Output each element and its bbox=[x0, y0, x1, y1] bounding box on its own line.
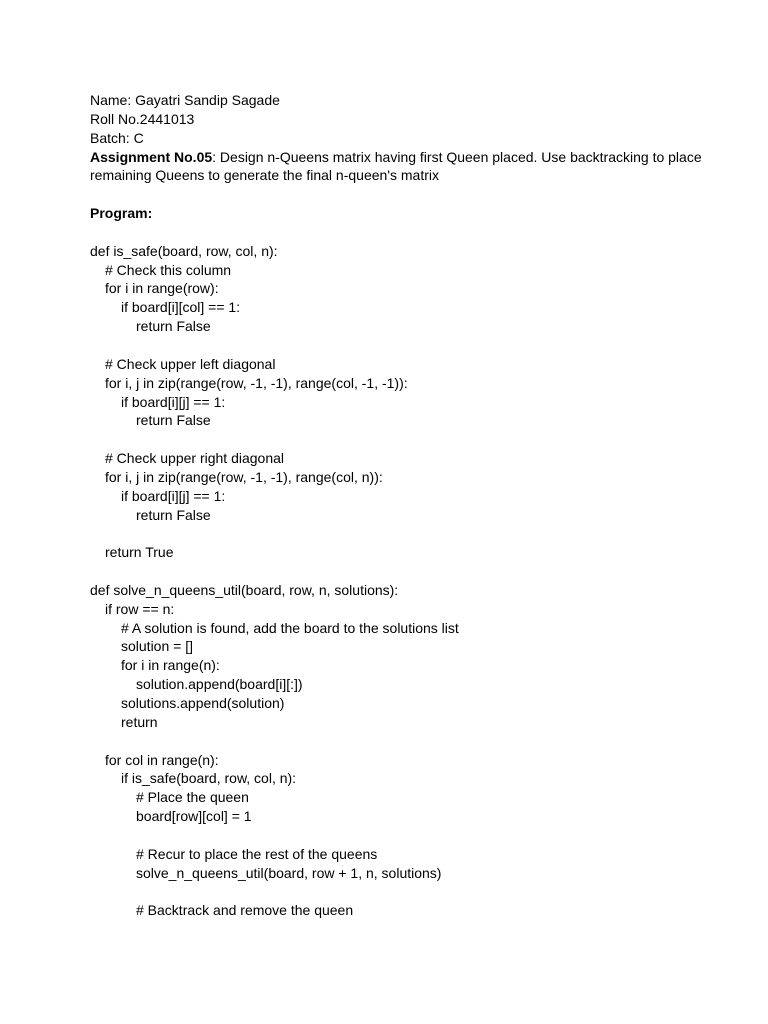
code-line: if row == n: bbox=[105, 600, 175, 617]
blank-line bbox=[90, 185, 750, 204]
code-line bbox=[90, 223, 750, 242]
document-page bbox=[90, 91, 750, 920]
code-line: return False bbox=[136, 318, 211, 335]
code-line bbox=[90, 430, 750, 449]
code-line bbox=[90, 732, 750, 751]
code-line: def is_safe(board, row, col, n): bbox=[90, 242, 278, 259]
code-line: if board[i][j] == 1: bbox=[121, 393, 226, 410]
code-line bbox=[90, 562, 750, 581]
code-line: for i, j in zip(range(row, -1, -1), range(col, n)): bbox=[105, 468, 383, 485]
assignment-label: Assignment No.05 bbox=[90, 148, 213, 165]
code-line: # A solution is found, add the board to the solutions list bbox=[121, 619, 459, 636]
code-line bbox=[90, 882, 750, 901]
code-line: # Check upper right diagonal bbox=[105, 450, 285, 467]
assignment-text: : Design n-Queens matrix having first Queen placed. Use backtracking to place remaining Queens to generate the final n-queen's matrix bbox=[90, 148, 702, 184]
code-line: return bbox=[121, 713, 158, 730]
student-name: Name: Gayatri Sandip Sagade bbox=[90, 92, 280, 108]
roll-number: Roll No.2441013 bbox=[90, 110, 195, 127]
code-line: if is_safe(board, row, col, n): bbox=[121, 770, 297, 787]
assignment-statement bbox=[90, 148, 750, 186]
code-line: # Backtrack and remove the queen bbox=[136, 902, 354, 919]
code-line bbox=[90, 524, 750, 543]
code-line: # Recur to place the rest of the queens bbox=[136, 845, 378, 862]
code-line: solve_n_queens_util(board, row + 1, n, solutions) bbox=[136, 864, 442, 881]
code-line: def solve_n_queens_util(board, row, n, solutions): bbox=[90, 581, 399, 598]
code-line: for i in range(row): bbox=[105, 280, 219, 297]
code-line: for col in range(n): bbox=[105, 751, 219, 768]
code-line: for i, j in zip(range(row, -1, -1), range(col, -1, -1)): bbox=[105, 374, 408, 391]
code-line: # Place the queen bbox=[136, 789, 249, 806]
code-line: # Check this column bbox=[105, 261, 232, 278]
code-line: # Check upper left diagonal bbox=[105, 355, 276, 372]
code-block bbox=[90, 223, 750, 920]
code-line: if board[i][col] == 1: bbox=[121, 299, 241, 316]
code-line: return False bbox=[136, 412, 211, 429]
code-line bbox=[90, 336, 750, 355]
program-label: Program: bbox=[90, 205, 153, 222]
code-line: solution = [] bbox=[121, 638, 193, 655]
batch: Batch: C bbox=[90, 129, 144, 146]
code-line bbox=[90, 826, 750, 845]
code-line: if board[i][j] == 1: bbox=[121, 487, 226, 504]
code-line: solution.append(board[i][:]) bbox=[136, 676, 303, 693]
code-line: board[row][col] = 1 bbox=[136, 808, 252, 825]
code-line: return False bbox=[136, 506, 211, 523]
code-line: solutions.append(solution) bbox=[121, 695, 285, 711]
code-line: return True bbox=[105, 544, 174, 561]
code-line: for i in range(n): bbox=[121, 657, 220, 674]
